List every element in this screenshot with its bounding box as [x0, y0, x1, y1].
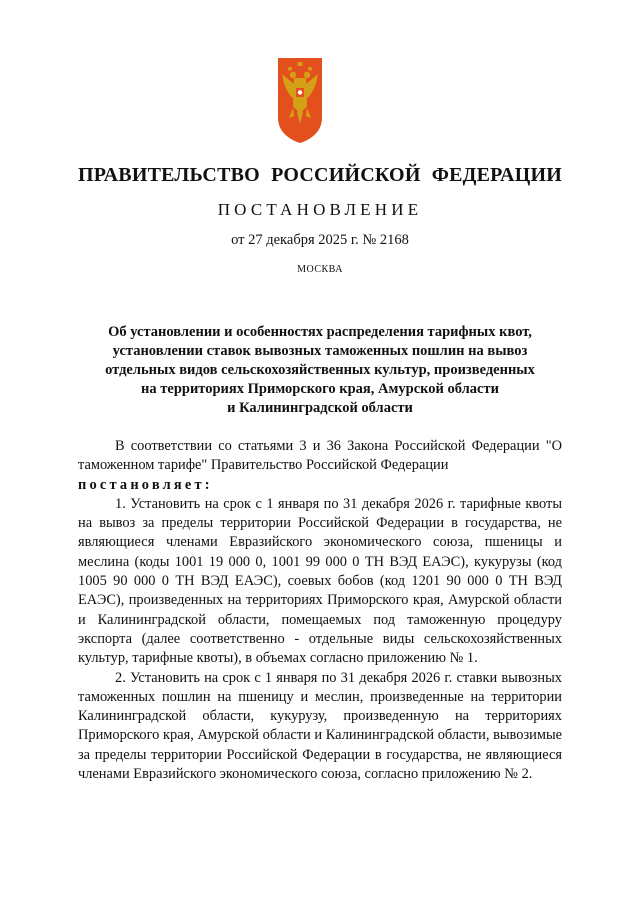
- heading-line: и Калининградской области: [227, 400, 413, 416]
- resolves-word: постановляет:: [78, 476, 213, 493]
- paragraph-2: 2. Установить на срок с 1 января по 31 декабря 2026 г. ставки вывозных таможенных пошлин на пшеницу и меслин, произведенные на территории Калининградской области, кукурузу, произведенную на территориях Приморского края, Амурской области и Калининградской области, вывозимые за пределы территории Российской Федерации в государства, не являющиеся членами Евразийского экономического союза, согласно приложению № 2.: [78, 669, 562, 783]
- paragraph-1: 1. Установить на срок с 1 января по 31 декабря 2026 г. тарифные квоты на вывоз за пределы территории Российской Федерации в государства, не являющиеся членами Евразийского экономического союза, пшеницы и меслина (коды 1001 19 000 0, 1001 99 000 0 ТН ВЭД ЕАЭС), кукурузы (код 1005 90 000 0 ТН ВЭД ЕАЭС), соевых бобов (код 1201 90 000 0 ТН ВЭД ЕАЭС), произведенных на территориях Приморского края, Амурской области и Калининградской области, помещаемых под таможенную процедуру экспорта (далее соответственно - отдельные виды сельскохозяйственных культур, тарифные квоты), в объемах согласно приложению № 1.: [78, 495, 562, 667]
- preamble-paragraph: В соответствии со статьями 3 и 36 Закона Российской Федерации "О таможенном тарифе" Правительство Российской Федерации: [78, 438, 562, 474]
- heading-line: Об установлении и особенностях распределения тарифных квот,: [108, 324, 532, 340]
- heading-line: отдельных видов сельскохозяйственных культур, произведенных: [105, 362, 535, 378]
- heading-line: установлении ставок вывозных таможенных пошлин на вывоз: [112, 343, 528, 359]
- coat-of-arms-icon: [276, 56, 324, 144]
- resolves-line: [78, 476, 562, 495]
- document-heading: [72, 323, 568, 418]
- heading-line: на территориях Приморского края, Амурской области: [141, 381, 499, 397]
- document-date: от 27 декабря 2025 г. № 2168: [231, 232, 409, 248]
- document-body: [78, 437, 562, 784]
- document-type: ПОСТАНОВЛЕНИЕ: [217, 200, 423, 219]
- government-title: ПРАВИТЕЛЬСТВО РОССИЙСКОЙ ФЕДЕРАЦИИ: [78, 164, 562, 186]
- document-city: МОСКВА: [297, 264, 343, 275]
